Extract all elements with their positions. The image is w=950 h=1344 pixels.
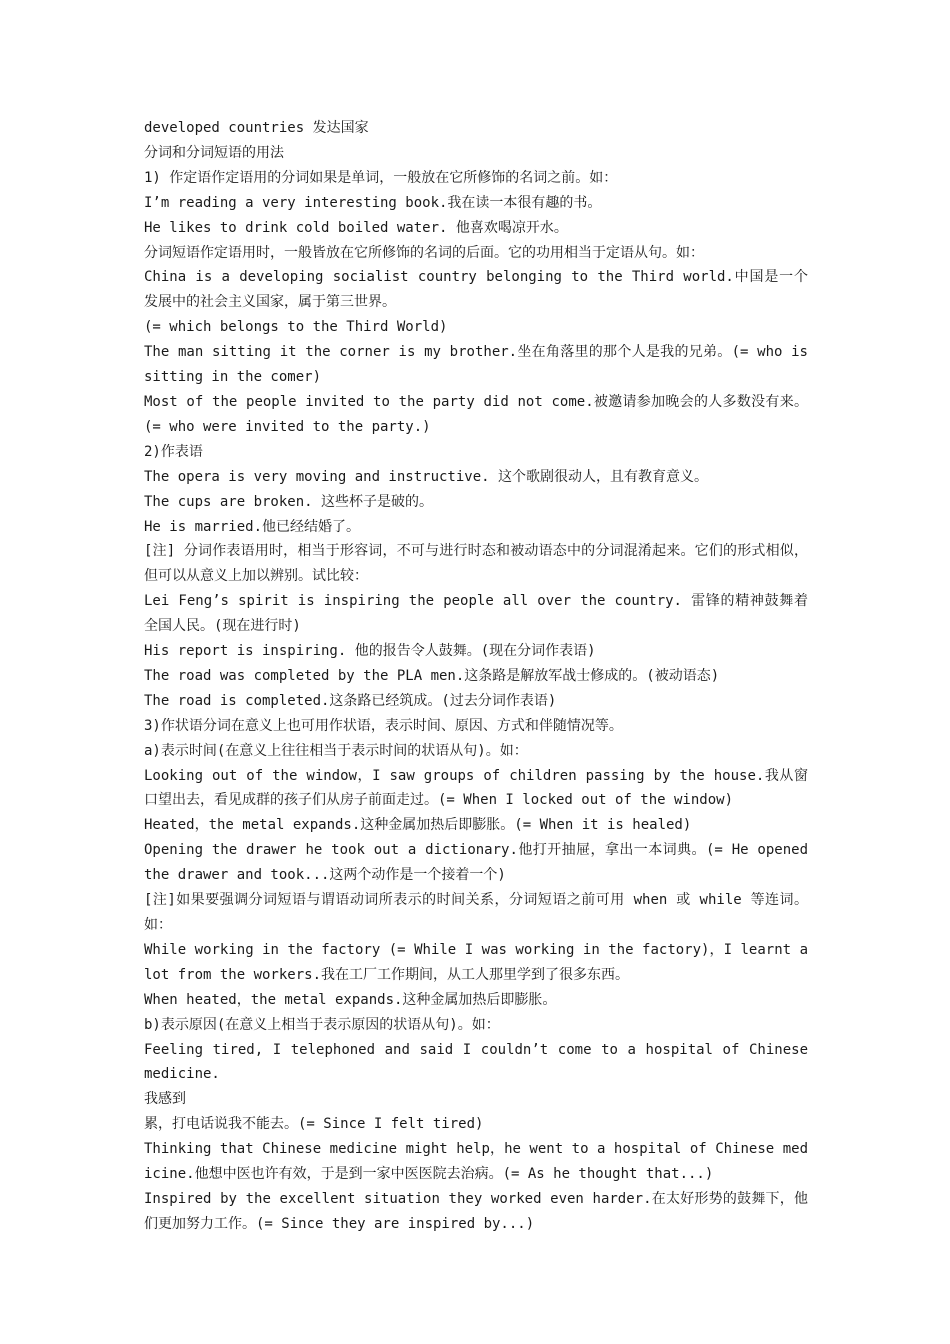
example-sentence: The road was completed by the PLA men.这条路是解放军战士修成的。(被动语态) — [144, 667, 720, 684]
text-line: 分词短语作定语用时，一般皆放在它所修饰的名词的后面。它的功用相当于定语从句。如： — [144, 244, 704, 261]
text-line: developed countries 发达国家 — [144, 120, 369, 136]
section-heading: 分词和分词短语的用法 — [144, 144, 284, 161]
subsection-heading: 1) 作定语作定语用的分词如果是单词，一般放在它所修饰的名词之前。如： — [144, 169, 618, 186]
example-sentence: He likes to drink cold boiled water. 他喜欢喝凉开水。 — [144, 219, 568, 236]
example-sentence: Most of the people invited to the party did not come.被邀请参加晚会的人多数没有来。(= who were invited to the party.) — [144, 393, 808, 435]
subsection-heading: 2)作表语 — [144, 443, 203, 460]
example-sentence: Heated，the metal expands.这种金属加热后即膨胀。(= When it is healed) — [144, 817, 692, 834]
example-sentence: The man sitting it the corner is my brother.坐在角落里的那个人是我的兄弟。(= who is sitting in the comer) — [144, 344, 808, 386]
example-sentence: Thinking that Chinese medicine might help，he went to a hospital of Chinese medicine.他想中医也许有效，于是到一家中医医院去治病。(= As he thought that...) — [144, 1141, 808, 1183]
example-sentence: Inspired by the excellent situation they worked even harder.在太好形势的鼓舞下，他们更加努力工作。(= Since they are inspired by...) — [144, 1190, 808, 1232]
example-sentence: 累，打电话说我不能去。(= Since I felt tired) — [144, 1116, 484, 1133]
subsection-heading: 3)作状语分词在意义上也可用作状语，表示时间、原因、方式和伴随情况等。 — [144, 717, 623, 734]
example-sentence: The opera is very moving and instructive. 这个歌剧很动人，且有教育意义。 — [144, 468, 709, 485]
example-sentence: He is married.他已经结婚了。 — [144, 518, 361, 535]
example-sentence: (= which belongs to the Third World) — [144, 319, 448, 336]
note-paragraph: [注] 分词作表语用时，相当于形容词，不可与进行时态和被动语态中的分词混淆起来。它们的形式相似，但可以从意义上加以辨别。试比较： — [144, 543, 808, 585]
example-sentence: His report is inspiring. 他的报告令人鼓舞。(现在分词作表语) — [144, 643, 596, 660]
note-paragraph: [注]如果要强调分词短语与谓语动词所表示的时间关系，分词短语之前可用 when 或 while 等连词。如： — [144, 892, 808, 933]
subsection-heading: a)表示时间(在意义上往往相当于表示时间的状语从句)。如： — [144, 742, 528, 759]
example-sentence: 我感到 — [144, 1091, 186, 1108]
example-sentence: While working in the factory (= While I was working in the factory)，I learnt a lot from the workers.我在工厂工作期间，从工人那里学到了很多东西。 — [144, 941, 808, 983]
example-sentence: China is a developing socialist country belonging to the Third world.中国是一个发展中的社会主义国家，属于第三世界。 — [144, 269, 808, 311]
example-sentence: Opening the drawer he took out a dictionary.他打开抽屉，拿出一本词典。(= He opened the drawer and took...这两个动作是一个接着一个) — [144, 842, 808, 884]
example-sentence: I’m reading a very interesting book.我在读一本很有趣的书。 — [144, 194, 602, 211]
example-sentence: Feeling tired, I telephoned and said I couldn’t come to a hospital of Chinese medicine. — [144, 1041, 808, 1083]
example-sentence: The road is completed.这条路已经筑成。(过去分词作表语) — [144, 692, 557, 709]
document-page — [144, 116, 808, 1237]
example-sentence: The cups are broken. 这些杯子是破的。 — [144, 493, 434, 510]
example-sentence: Lei Feng’s spirit is inspiring the people all over the country. 雷锋的精神鼓舞着全国人民。(现在进行时) — [144, 593, 808, 635]
example-sentence: Looking out of the window，I saw groups of children passing by the house.我从窗口望出去，看见成群的孩子们从房子前面走过。(= When I locked out of the window) — [144, 767, 808, 809]
example-sentence: When heated，the metal expands.这种金属加热后即膨胀。 — [144, 991, 557, 1008]
subsection-heading: b)表示原因(在意义上相当于表示原因的状语从句)。如： — [144, 1016, 500, 1033]
